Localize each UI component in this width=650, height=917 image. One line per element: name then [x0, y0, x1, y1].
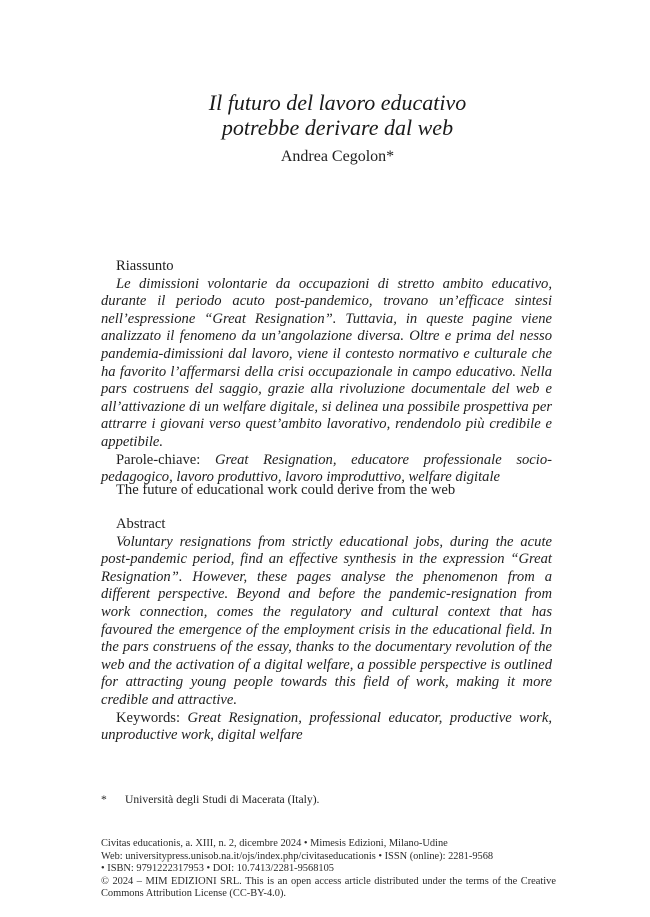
english-title: The future of educational work could derive from the web	[116, 482, 456, 498]
title-line-1: Il futuro del lavoro educativo	[208, 90, 467, 115]
publication-line-2: Web: universitypress.unisob.na.it/ojs/index.php/civitaseducationis • ISSN (online): 2281-9568	[101, 850, 494, 862]
publication-line-1: Civitas educationis, a. XIII, n. 2, dicembre 2024 • Mimesis Edizioni, Milano-Udine	[101, 838, 448, 849]
affiliation-footnote	[101, 793, 552, 807]
abstract-heading: Abstract	[116, 516, 166, 532]
publication-line-4: © 2024 – MIM EDIZIONI SRL. This is an open access article distributed under the terms of the Creative Commons Attribution License (CC-BY-4.0).	[101, 875, 556, 900]
publication-line-3: • ISBN: 9791222317953 • DOI: 10.7413/2281-9568105	[101, 863, 334, 875]
abstract-section	[101, 516, 552, 745]
title-line-2: potrebbe derivare dal web	[221, 115, 454, 140]
footnote-mark: *	[101, 793, 107, 806]
riassunto-heading: Riassunto	[116, 258, 174, 274]
article-title	[60, 90, 615, 140]
footnote-text: Università degli Studi di Macerata (Italy).	[125, 793, 320, 806]
parole-chiave-label: Parole-chiave:	[116, 451, 201, 468]
abstract-body: Voluntary resignations from strictly educational jobs, during the acute post-pandemic period, find an effective synthesis in the expression “Great Resignation”. However, these pages analyse the phenomenon from a different perspective. Beyond and before the pandemic-resignation from work connection, comes the regulatory and cultural context that has favoured the emergence of the employment crisis in the educational field. In the pars construens of the essay, thanks to the documentary revolution of the web and the activation of a digital welfare, a possible perspective is outlined for attracting young people towards this field of work, making it more credible and attractive.	[101, 533, 552, 708]
keywords-label: Keywords:	[116, 709, 181, 726]
riassunto-body: Le dimissioni volontarie da occupazioni di stretto ambito educativo, durante il periodo acuto post-pandemico, trovano un’efficace sintesi nell’espressione “Great Resignation”. Tuttavia, in queste pagine viene analizzato il fenomeno da un’angolazione diversa. Oltre e prima del nesso pandemia-dimissioni dal lavoro, viene il contesto normativo e culturale che ha favorito l’affermarsi della crisi occupazionale in campo educativo. Nella pars costruens del saggio, grazie alla rivoluzione documentale del web e all’attivazione di un welfare digitale, si delinea una possibile prospettiva per attrarre i giovani verso quest’ambito lavorativo, rendendolo più credibile e appetibile.	[101, 275, 552, 450]
publication-info	[101, 838, 556, 901]
author-name: Andrea Cegolon*	[280, 148, 395, 165]
keywords-list: Great Resignation, professional educator, productive work, unproductive work, digital welfare	[101, 709, 552, 744]
keywords	[101, 710, 552, 745]
riassunto-section	[101, 258, 552, 487]
english-title-section	[101, 482, 552, 500]
parole-chiave-list: Great Resignation, educatore professionale socio-pedagogico, lavoro produttivo, lavoro improduttivo, welfare digitale	[101, 451, 552, 486]
